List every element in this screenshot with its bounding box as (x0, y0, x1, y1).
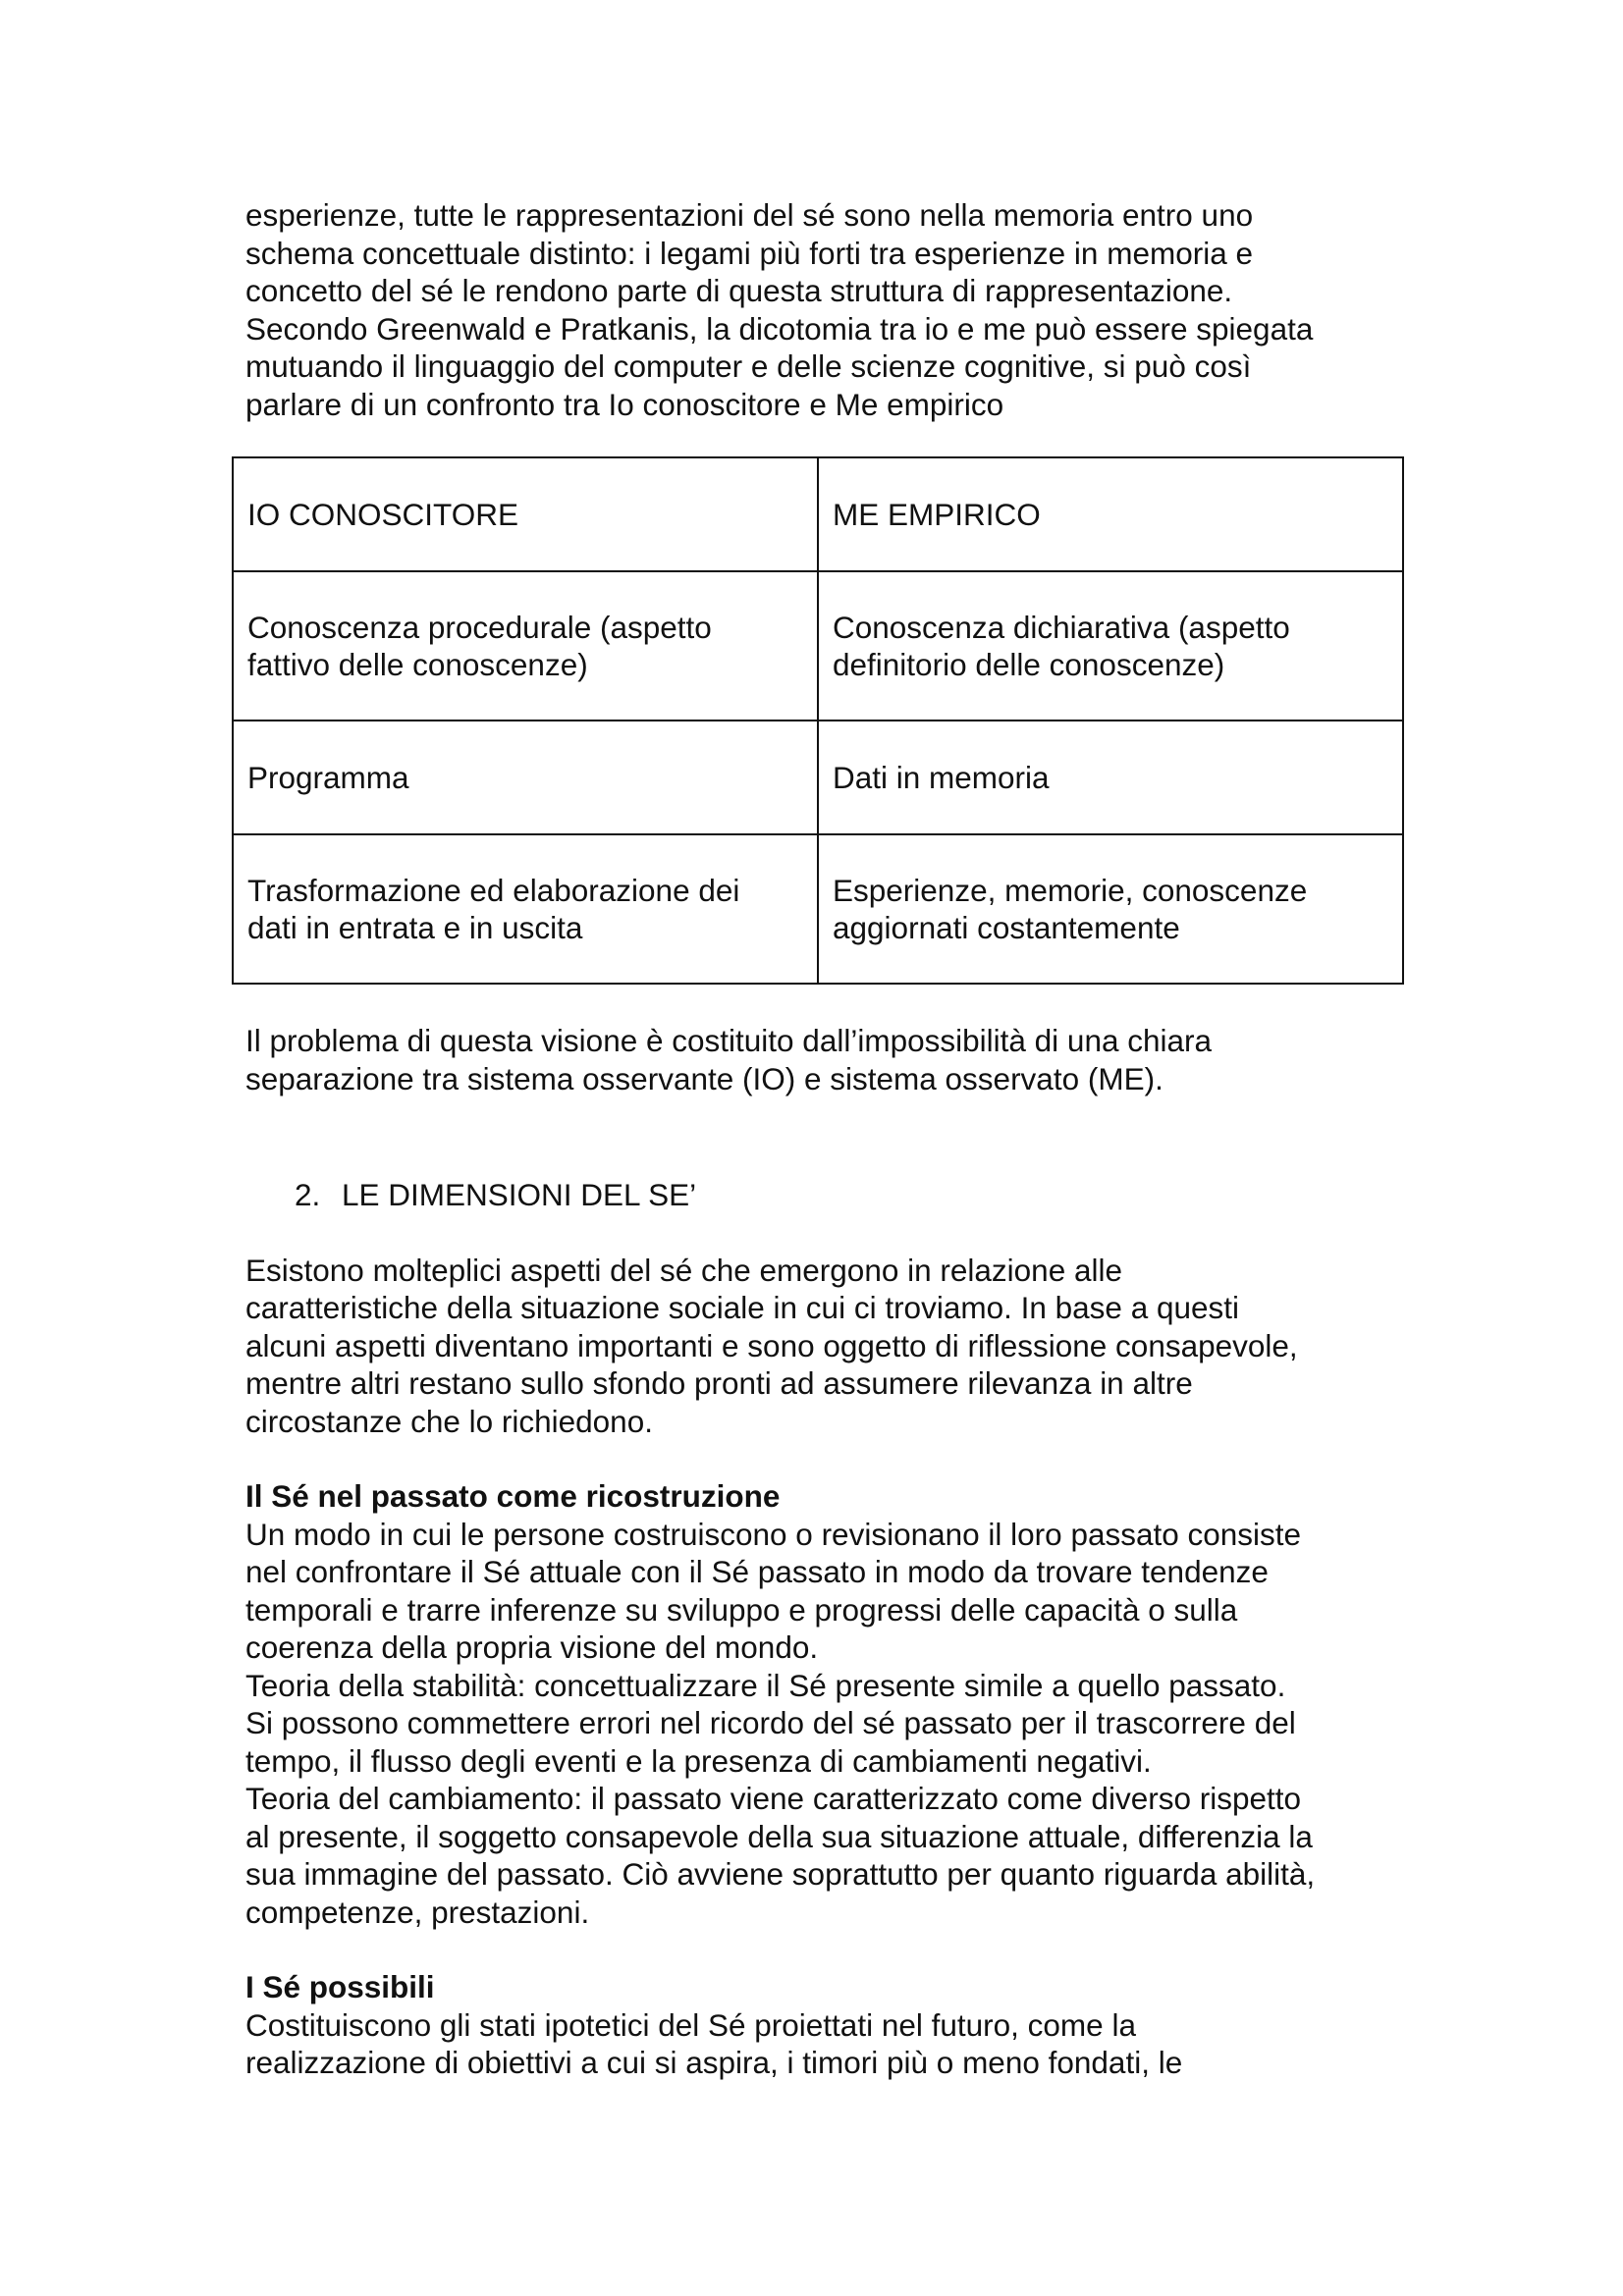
table-row (233, 571, 1403, 721)
past-self-paragraph (245, 1516, 1404, 1932)
table-cell (818, 571, 1403, 721)
table-cell (233, 834, 818, 984)
text-line: Teoria del cambiamento: il passato viene caratterizzato come diverso rispetto (245, 1781, 1302, 1816)
text-line: competenze, prestazioni. (245, 1894, 590, 1930)
cell-text-line: dati in entrata e in uscita (247, 910, 583, 945)
cell-text-line: Conoscenza procedurale (aspetto (247, 609, 712, 645)
table-cell (818, 721, 1403, 834)
text-line: nel confrontare il Sé attuale con il Sé passato in modo da trovare tendenze (245, 1554, 1269, 1589)
cell-text-line: definitorio delle conoscenze) (833, 647, 1225, 682)
table-header-row (233, 457, 1403, 571)
table-header-cell (818, 457, 1403, 571)
text-line: Costituiscono gli stati ipotetici del Sé proiettati nel futuro, come la (245, 2006, 1136, 2043)
header-me-empirico: ME EMPIRICO (833, 496, 1041, 532)
section-title: LE DIMENSIONI DEL SE’ (342, 1177, 697, 1212)
text-line: mutuando il linguaggio del computer e delle scienze cognitive, si può così (245, 348, 1252, 384)
table-cell (233, 571, 818, 721)
text-line: esperienze, tutte le rappresentazioni del sé sono nella memoria entro uno (245, 197, 1254, 233)
document-page (245, 196, 1404, 2082)
cell-text-line: Conoscenza dichiarativa (aspetto (833, 609, 1290, 645)
cell-text-line: fattivo delle conoscenze) (247, 647, 588, 682)
table-header-cell (233, 457, 818, 571)
cell-text-line: Trasformazione ed elaborazione dei (247, 872, 740, 908)
text-line: parlare di un confronto tra Io conoscitore e Me empirico (245, 386, 1004, 422)
section-intro-paragraph (245, 1252, 1404, 1441)
io-me-comparison-table (232, 456, 1404, 985)
cell-text-line: Programma (247, 759, 409, 795)
table-cell (233, 721, 818, 834)
text-line: mentre altri restano sullo sfondo pronti ad assumere rilevanza in altre (245, 1365, 1193, 1401)
header-io-conoscitore: IO CONOSCITORE (247, 496, 518, 532)
cell-text-line: aggiornati costantemente (833, 910, 1180, 945)
text-line: tempo, il flusso degli eventi e la presenza di cambiamenti negativi. (245, 1742, 1152, 1779)
text-line: Secondo Greenwald e Pratkanis, la dicotomia tra io e me può essere spiegata (245, 310, 1314, 347)
text-line: circostanze che lo richiedono. (245, 1403, 653, 1439)
table-row (233, 721, 1403, 834)
text-line: alcuni aspetti diventano importanti e sono oggetto di riflessione consapevole, (245, 1327, 1298, 1363)
possible-selves-heading: I Sé possibili (245, 1969, 435, 2004)
text-line: Esistono molteplici aspetti del sé che emergono in relazione alle (245, 1252, 1122, 1288)
intro-paragraph (245, 196, 1404, 423)
cell-text-line: Dati in memoria (833, 759, 1050, 795)
text-line: schema concettuale distinto: i legami più forti tra esperienze in memoria e (245, 235, 1253, 271)
text-line: Si possono commettere errori nel ricordo del sé passato per il trascorrere del (245, 1705, 1296, 1740)
text-line: temporali e trarre inferenze su sviluppo e progressi delle capacità o sulla (245, 1591, 1238, 1628)
text-line: concetto del sé le rendono parte di questa struttura di rappresentazione. (245, 273, 1233, 308)
table-cell (818, 834, 1403, 984)
text-line: separazione tra sistema osservante (IO) e sistema osservato (ME). (245, 1060, 1163, 1096)
past-self-heading: Il Sé nel passato come ricostruzione (245, 1478, 781, 1514)
problem-paragraph (245, 1022, 1404, 1097)
text-line: Il problema di questa visione è costituito dall’impossibilità di una chiara (245, 1023, 1213, 1058)
possible-selves-paragraph (245, 2006, 1404, 2082)
text-line: sua immagine del passato. Ciò avviene soprattutto per quanto riguarda abilità, (245, 1856, 1316, 1892)
text-line: coerenza della propria visione del mondo. (245, 1629, 819, 1665)
text-line: Teoria della stabilità: concettualizzare il Sé presente simile a quello passato. (245, 1667, 1286, 1703)
section-number: 2. (295, 1177, 321, 1212)
table-row (233, 834, 1403, 984)
section-heading (245, 1176, 1404, 1214)
text-line: realizzazione di obiettivi a cui si aspira, i timori più o meno fondati, le (245, 2045, 1183, 2080)
text-line: Un modo in cui le persone costruiscono o revisionano il loro passato consiste (245, 1516, 1302, 1552)
text-line: al presente, il soggetto consapevole della sua situazione attuale, differenzia la (245, 1818, 1313, 1854)
cell-text-line: Esperienze, memorie, conoscenze (833, 872, 1308, 908)
text-line: caratteristiche della situazione sociale in cui ci troviamo. In base a questi (245, 1290, 1240, 1325)
